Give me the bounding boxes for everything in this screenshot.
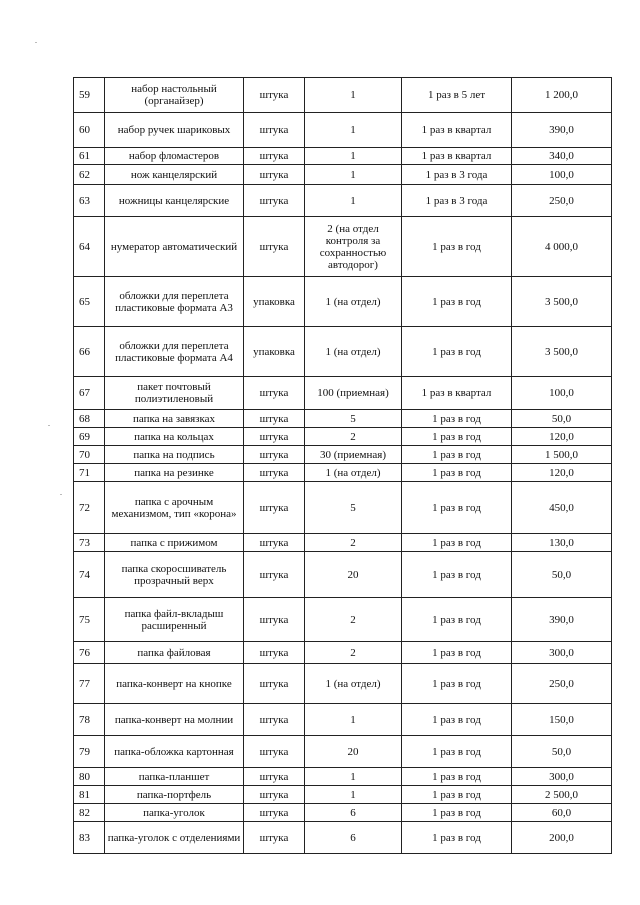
table-row: [74, 822, 612, 854]
quantity-cell: 100 (приемная): [305, 377, 402, 410]
item-name-cell: нож канцелярский: [105, 165, 244, 185]
quantity-cell: 20: [305, 736, 402, 768]
frequency-cell: 1 раз в год: [402, 446, 512, 464]
table-row: [74, 428, 612, 446]
table-row: [74, 768, 612, 786]
quantity-cell: 2: [305, 534, 402, 552]
frequency-cell: 1 раз в год: [402, 598, 512, 642]
unit-cell: штука: [244, 482, 305, 534]
row-number-cell: 71: [74, 464, 105, 482]
quantity-cell: 1: [305, 165, 402, 185]
item-name-cell: папка файл-вкладыш расширенный: [105, 598, 244, 642]
price-cell: 100,0: [512, 165, 612, 185]
row-number-cell: 78: [74, 704, 105, 736]
frequency-cell: 1 раз в год: [402, 217, 512, 277]
item-name-cell: папка на резинке: [105, 464, 244, 482]
unit-cell: штука: [244, 113, 305, 148]
quantity-cell: 1: [305, 148, 402, 165]
unit-cell: упаковка: [244, 277, 305, 327]
frequency-cell: 1 раз в 3 года: [402, 165, 512, 185]
quantity-cell: 1: [305, 768, 402, 786]
unit-cell: штука: [244, 148, 305, 165]
frequency-cell: 1 раз в год: [402, 482, 512, 534]
row-number-cell: 69: [74, 428, 105, 446]
price-cell: 120,0: [512, 428, 612, 446]
row-number-cell: 66: [74, 327, 105, 377]
quantity-cell: 1 (на отдел): [305, 277, 402, 327]
frequency-cell: 1 раз в год: [402, 327, 512, 377]
item-name-cell: папка файловая: [105, 642, 244, 664]
item-name-cell: папка-обложка картонная: [105, 736, 244, 768]
item-name-cell: обложки для переплета пластиковые формата А4: [105, 327, 244, 377]
price-cell: 100,0: [512, 377, 612, 410]
frequency-cell: 1 раз в год: [402, 822, 512, 854]
unit-cell: упаковка: [244, 327, 305, 377]
quantity-cell: 20: [305, 552, 402, 598]
table-row: [74, 185, 612, 217]
price-cell: 450,0: [512, 482, 612, 534]
table-row: [74, 377, 612, 410]
row-number-cell: 67: [74, 377, 105, 410]
frequency-cell: 1 раз в 5 лет: [402, 78, 512, 113]
row-number-cell: 63: [74, 185, 105, 217]
row-number-cell: 59: [74, 78, 105, 113]
unit-cell: штука: [244, 464, 305, 482]
price-cell: 250,0: [512, 185, 612, 217]
row-number-cell: 64: [74, 217, 105, 277]
row-number-cell: 74: [74, 552, 105, 598]
frequency-cell: 1 раз в год: [402, 704, 512, 736]
price-cell: 4 000,0: [512, 217, 612, 277]
table-row: [74, 736, 612, 768]
price-cell: 3 500,0: [512, 327, 612, 377]
row-number-cell: 76: [74, 642, 105, 664]
table-row: [74, 148, 612, 165]
unit-cell: штука: [244, 768, 305, 786]
item-name-cell: набор фломастеров: [105, 148, 244, 165]
item-name-cell: папка на кольцах: [105, 428, 244, 446]
quantity-cell: 1: [305, 704, 402, 736]
quantity-cell: 2: [305, 428, 402, 446]
table-row: [74, 217, 612, 277]
supplies-table: [73, 77, 612, 854]
item-name-cell: папка с прижимом: [105, 534, 244, 552]
item-name-cell: папка-конверт на молнии: [105, 704, 244, 736]
table-row: [74, 410, 612, 428]
quantity-cell: 5: [305, 410, 402, 428]
unit-cell: штука: [244, 664, 305, 704]
item-name-cell: папка на завязках: [105, 410, 244, 428]
price-cell: 130,0: [512, 534, 612, 552]
row-number-cell: 62: [74, 165, 105, 185]
frequency-cell: 1 раз в квартал: [402, 113, 512, 148]
unit-cell: штука: [244, 598, 305, 642]
table-row: [74, 804, 612, 822]
quantity-cell: 6: [305, 822, 402, 854]
item-name-cell: папка-конверт на кнопке: [105, 664, 244, 704]
item-name-cell: набор настольный (органайзер): [105, 78, 244, 113]
table-row: [74, 786, 612, 804]
table-row: [74, 327, 612, 377]
unit-cell: штука: [244, 217, 305, 277]
unit-cell: штука: [244, 642, 305, 664]
table-row: [74, 552, 612, 598]
price-cell: 390,0: [512, 113, 612, 148]
row-number-cell: 79: [74, 736, 105, 768]
quantity-cell: 1 (на отдел): [305, 464, 402, 482]
item-name-cell: папка-уголок с отделениями: [105, 822, 244, 854]
row-number-cell: 75: [74, 598, 105, 642]
frequency-cell: 1 раз в год: [402, 664, 512, 704]
table-row: [74, 113, 612, 148]
item-name-cell: папка на подпись: [105, 446, 244, 464]
scan-speck: [60, 494, 62, 495]
row-number-cell: 65: [74, 277, 105, 327]
row-number-cell: 83: [74, 822, 105, 854]
table-row: [74, 165, 612, 185]
frequency-cell: 1 раз в год: [402, 804, 512, 822]
row-number-cell: 60: [74, 113, 105, 148]
table-row: [74, 704, 612, 736]
unit-cell: штука: [244, 165, 305, 185]
unit-cell: штука: [244, 78, 305, 113]
frequency-cell: 1 раз в год: [402, 464, 512, 482]
unit-cell: штука: [244, 185, 305, 217]
quantity-cell: 1: [305, 113, 402, 148]
table-row: [74, 598, 612, 642]
price-cell: 2 500,0: [512, 786, 612, 804]
unit-cell: штука: [244, 410, 305, 428]
row-number-cell: 61: [74, 148, 105, 165]
unit-cell: штука: [244, 446, 305, 464]
quantity-cell: 30 (приемная): [305, 446, 402, 464]
quantity-cell: 1: [305, 185, 402, 217]
price-cell: 200,0: [512, 822, 612, 854]
item-name-cell: папка-планшет: [105, 768, 244, 786]
item-name-cell: папка с арочным механизмом, тип «корона»: [105, 482, 244, 534]
row-number-cell: 73: [74, 534, 105, 552]
row-number-cell: 68: [74, 410, 105, 428]
frequency-cell: 1 раз в год: [402, 786, 512, 804]
unit-cell: штука: [244, 704, 305, 736]
price-cell: 50,0: [512, 736, 612, 768]
unit-cell: штука: [244, 377, 305, 410]
row-number-cell: 80: [74, 768, 105, 786]
frequency-cell: 1 раз в год: [402, 277, 512, 327]
table-row: [74, 642, 612, 664]
quantity-cell: 1: [305, 78, 402, 113]
quantity-cell: 2 (на отдел контроля за сохранностью автодорог): [305, 217, 402, 277]
quantity-cell: 6: [305, 804, 402, 822]
price-cell: 150,0: [512, 704, 612, 736]
row-number-cell: 82: [74, 804, 105, 822]
unit-cell: штука: [244, 736, 305, 768]
item-name-cell: ножницы канцелярские: [105, 185, 244, 217]
quantity-cell: 1 (на отдел): [305, 664, 402, 704]
frequency-cell: 1 раз в год: [402, 428, 512, 446]
price-cell: 250,0: [512, 664, 612, 704]
table-row: [74, 78, 612, 113]
price-cell: 120,0: [512, 464, 612, 482]
table-row: [74, 446, 612, 464]
price-cell: 300,0: [512, 768, 612, 786]
quantity-cell: 1: [305, 786, 402, 804]
item-name-cell: пакет почтовый полиэтиленовый: [105, 377, 244, 410]
frequency-cell: 1 раз в квартал: [402, 148, 512, 165]
quantity-cell: 2: [305, 642, 402, 664]
table-row: [74, 464, 612, 482]
item-name-cell: набор ручек шариковых: [105, 113, 244, 148]
price-cell: 390,0: [512, 598, 612, 642]
row-number-cell: 70: [74, 446, 105, 464]
frequency-cell: 1 раз в год: [402, 642, 512, 664]
unit-cell: штука: [244, 534, 305, 552]
price-cell: 300,0: [512, 642, 612, 664]
price-cell: 3 500,0: [512, 277, 612, 327]
table-row: [74, 664, 612, 704]
table-row: [74, 482, 612, 534]
frequency-cell: 1 раз в год: [402, 410, 512, 428]
row-number-cell: 81: [74, 786, 105, 804]
price-cell: 340,0: [512, 148, 612, 165]
item-name-cell: папка скоросшиватель прозрачный верх: [105, 552, 244, 598]
table-row: [74, 534, 612, 552]
frequency-cell: 1 раз в год: [402, 736, 512, 768]
quantity-cell: 1 (на отдел): [305, 327, 402, 377]
item-name-cell: папка-уголок: [105, 804, 244, 822]
item-name-cell: нумератор автоматический: [105, 217, 244, 277]
price-cell: 50,0: [512, 410, 612, 428]
frequency-cell: 1 раз в квартал: [402, 377, 512, 410]
frequency-cell: 1 раз в год: [402, 768, 512, 786]
unit-cell: штука: [244, 804, 305, 822]
item-name-cell: обложки для переплета пластиковые формата А3: [105, 277, 244, 327]
unit-cell: штука: [244, 822, 305, 854]
price-cell: 1 200,0: [512, 78, 612, 113]
frequency-cell: 1 раз в год: [402, 552, 512, 598]
unit-cell: штука: [244, 786, 305, 804]
unit-cell: штука: [244, 428, 305, 446]
table-row: [74, 277, 612, 327]
unit-cell: штука: [244, 552, 305, 598]
price-cell: 1 500,0: [512, 446, 612, 464]
frequency-cell: 1 раз в 3 года: [402, 185, 512, 217]
quantity-cell: 2: [305, 598, 402, 642]
row-number-cell: 72: [74, 482, 105, 534]
frequency-cell: 1 раз в год: [402, 534, 512, 552]
scan-speck: [35, 42, 37, 43]
quantity-cell: 5: [305, 482, 402, 534]
row-number-cell: 77: [74, 664, 105, 704]
price-cell: 60,0: [512, 804, 612, 822]
scan-speck: [48, 425, 50, 426]
price-cell: 50,0: [512, 552, 612, 598]
item-name-cell: папка-портфель: [105, 786, 244, 804]
